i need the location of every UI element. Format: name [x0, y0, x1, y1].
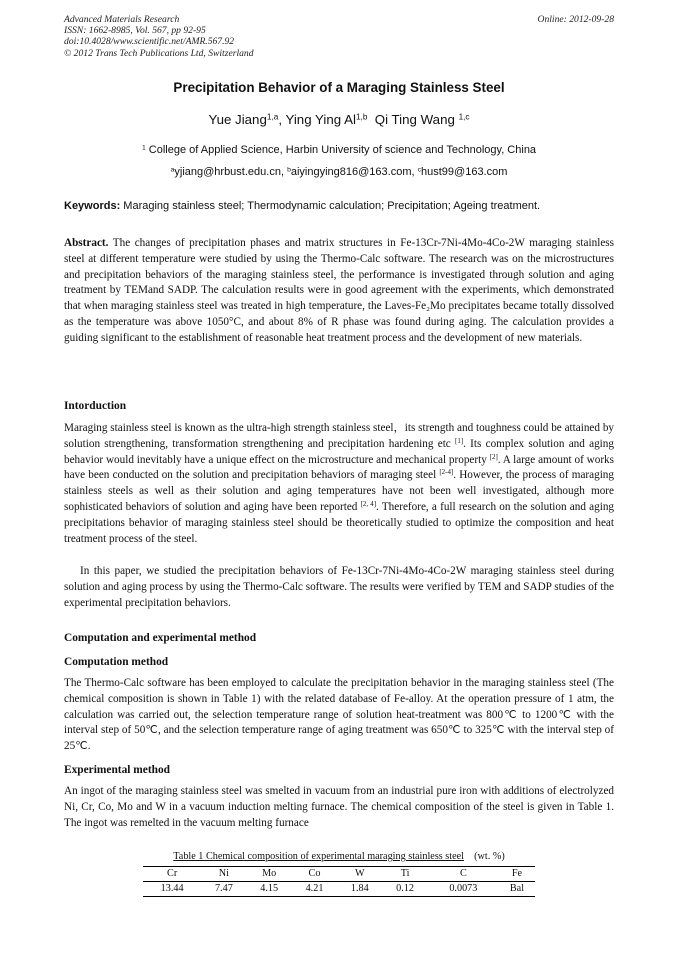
table-caption-text: Table 1 Chemical composition of experimental maraging stainless steel [173, 851, 464, 862]
keywords [64, 200, 616, 212]
table-cell: 4.21 [292, 882, 337, 897]
table-cell: Bal [499, 882, 535, 897]
section-heading: Computation and experimental method [64, 632, 257, 644]
intro-paragraph-2: In this paper, we studied the precipitation behaviors of Fe-13Cr-7Ni-4Mo-4Co-2W maraging stainless steel during solution and aging process by using the Thermo-Calc software. The results were verified by TEM and SADP studies of the experimental precipitation behaviors. [64, 565, 614, 609]
table-cell: 13.44 [143, 882, 201, 897]
table-header-cell: C [428, 867, 499, 882]
citation[interactable]: [2-4] [439, 468, 454, 477]
table-unit: (wt. %) [474, 851, 505, 862]
doi-line[interactable]: doi:10.4028/www.scientific.net/AMR.567.92 [64, 36, 235, 48]
author-name: Qi Ting Wang [374, 112, 459, 127]
table-cell: 1.84 [337, 882, 382, 897]
email-mark: c [417, 166, 422, 174]
table-header-cell: Ni [201, 867, 246, 882]
intro-text: . However, the process of maraging stainless steels as well as their solution and aging temperatures have not been well investigated, although more sophisticated behaviors of solution and aging have been reported [64, 469, 614, 513]
intro-heading: Intorduction [64, 400, 127, 412]
author-affil-mark: 1,c [458, 112, 470, 122]
table-header-row [143, 867, 535, 882]
author-affil-mark: 1,a [266, 112, 279, 122]
paper-title: Precipitation Behavior of a Maraging Stainless Steel [173, 80, 505, 95]
intro-text: . A large amount of works have been conducted on the solution and precipitation behaviors of maraging steel [64, 453, 614, 482]
online-date: Online: 2012-09-28 [537, 14, 614, 25]
table-header-cell: Ti [382, 867, 427, 882]
author-affil-mark: 1,b [355, 112, 368, 122]
composition-table [143, 866, 535, 897]
citation[interactable]: [2] [489, 452, 498, 461]
author-name: Ying Ying Al [285, 112, 356, 127]
table-caption [0, 851, 678, 862]
subsection-heading-computation: Computation method [64, 656, 169, 668]
email-mark: a [170, 166, 175, 174]
email-mark: b [287, 166, 291, 174]
affiliation-text: College of Applied Science, Harbin University of science and Technology, China [145, 144, 537, 156]
email-list [0, 166, 678, 178]
table-header-cell: Fe [499, 867, 535, 882]
table-header-cell: Mo [247, 867, 292, 882]
table-header-cell: Cr [143, 867, 201, 882]
affiliation-mark: 1 [141, 144, 146, 152]
email-link[interactable]: hust99@163.com [421, 166, 508, 178]
table-cell: 0.12 [382, 882, 427, 897]
author-list [0, 112, 678, 127]
copyright-line: © 2012 Trans Tech Publications Ltd, Switzerland [64, 47, 254, 59]
subsection-heading-experimental: Experimental method [64, 764, 170, 776]
table-cell: 4.15 [247, 882, 292, 897]
journal-header [64, 14, 254, 59]
affiliation [0, 144, 678, 156]
citation[interactable]: [2, 4] [360, 500, 377, 509]
intro-text: . Its complex solution and aging behavior would inevitably have a unique effect on the microstructure and mechanical property [64, 437, 614, 466]
citation[interactable]: [1] [455, 436, 464, 445]
issn-line: ISSN: 1662-8985, Vol. 567, pp 92-95 [64, 25, 206, 37]
intro-text: Maraging stainless steel is known as the ultra-high strength stainless steel，its strength and toughness could be attained by solution strengthening, transformation strengthening and precipitation hardening etc [64, 422, 614, 450]
intro-text: . Therefore, a full research on the solution and aging precipitations behavior of maraging stainless steel should be theoretically studied to optimize the composition and heat treatment process of the steel. [64, 500, 615, 545]
email-link[interactable]: yjiang@hrbust.edu.cn, [174, 166, 288, 178]
table-cell: 0.0073 [428, 882, 499, 897]
intro-paragraph-1 [64, 421, 614, 547]
author-name: Yue Jiang [208, 112, 267, 127]
abstract-text: The changes of precipitation phases and matrix structures in Fe-13Cr-7Ni-4Mo-4Co-2W maraging stainless steel at different temperature were studied by using the Thermo-Calc software. The research was on the microstructures and precipitation behaviors of the maraging stainless steel, the performance is investigated through solution and aging treatment by TEMand SADP. The calculation results were in good agreement with the experiments, which demonstrated that when maraging stainless steel was treated in high temperature, the Laves-Fe₂Mo precipitates became totally dissolved as the temperature was above 1050°C, and about 8% of R phase was found during aging. The calculation provides a guiding significant to the establishment of reasonable heat treatment process and the development of new materials. [64, 237, 614, 344]
experimental-paragraph: An ingot of the maraging stainless steel was smelted in vacuum from an industrial pure iron with additions of electrolyzed Ni, Cr, Co, Mo and W in a vacuum induction melting furnace. The chemical composition of the steel is given in Table 1. The ingot was remelted in the vacuum melting furnace [64, 785, 614, 829]
email-link[interactable]: aiyingying816@163.com, [290, 166, 418, 178]
abstract-label: Abstract. [64, 237, 109, 249]
journal-name: Advanced Materials Research [64, 14, 180, 25]
author-separator [367, 112, 374, 127]
keywords-label: Keywords: [64, 200, 121, 212]
abstract [64, 236, 614, 347]
author-separator: , [278, 112, 286, 127]
table-header-cell: W [337, 867, 382, 882]
table-row [143, 882, 535, 897]
keywords-text: Maraging stainless steel; Thermodynamic calculation; Precipitation; Ageing treatment. [120, 200, 541, 212]
table-header-cell: Co [292, 867, 337, 882]
computation-paragraph: The Thermo-Calc software has been employed to calculate the precipitation behavior in the maraging stainless steel (The chemical composition is shown in Table 1) with the related database of Fe-alloy. At the operation pressure of 1 atm, the calculation was carried out, the selection temperature range of solution heat-treatment was 800℃ to 1200℃ with the interval step of 50℃, and the selection temperature range of aging treatment was 650℃ to 325℃ with the interval step of 25℃. [64, 677, 614, 753]
table-cell: 7.47 [201, 882, 246, 897]
